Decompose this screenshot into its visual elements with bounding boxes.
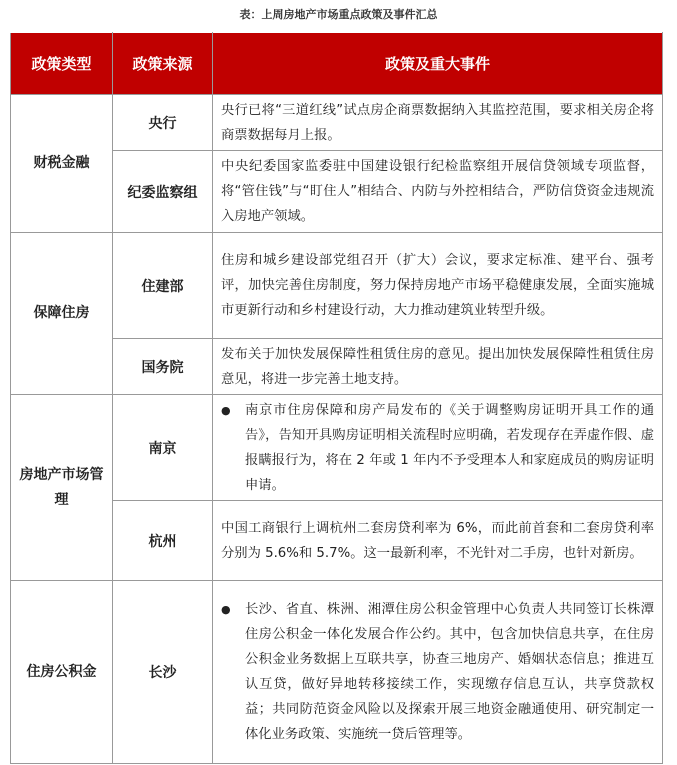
table-caption: 表：上周房地产市场重点政策及事件汇总 bbox=[239, 8, 438, 21]
policy-event-cell bbox=[213, 395, 663, 501]
bullet-icon: ● bbox=[221, 603, 231, 616]
policy-type-cell: 财税金融 bbox=[11, 95, 113, 233]
header-policy-event: 政策及重大事件 bbox=[213, 33, 663, 95]
table-row bbox=[11, 395, 663, 501]
policy-source-cell: 国务院 bbox=[113, 339, 213, 395]
header-policy-source: 政策来源 bbox=[113, 33, 213, 95]
policy-type-cell: 保障住房 bbox=[11, 233, 113, 395]
policy-table bbox=[10, 32, 663, 764]
policy-type-cell: 住房公积金 bbox=[11, 581, 113, 764]
bullet-icon: ● bbox=[221, 403, 231, 417]
policy-event-cell: 中央纪委国家监委驻中国建设银行纪检监察组开展信贷领域专项监督，将“管住钱”与“盯住人”相结合、内防与外控相结合，严防信贷资金违规流入房地产领域。 bbox=[213, 151, 663, 233]
policy-source-cell: 住建部 bbox=[113, 233, 213, 339]
policy-event-cell: 住房和城乡建设部党组召开（扩大）会议，要求定标准、建平台、强考评，加快完善住房制度，努力保持房地产市场平稳健康发展，全面实施城市更新行动和乡村建设行动，大力推动建筑业转型升级。 bbox=[213, 233, 663, 339]
header-policy-type: 政策类型 bbox=[11, 33, 113, 95]
table-row bbox=[11, 581, 663, 764]
table-row bbox=[11, 233, 663, 339]
policy-source-cell: 央行 bbox=[113, 95, 213, 151]
policy-source-cell: 南京 bbox=[113, 395, 213, 501]
bullet-text: 南京市住房保障和房产局发布的《关于调整购房证明开具工作的通告》，告知开具购房证明相关流程时应明确，若发现存在弄虚作假、虚报瞒报行为，将在 2 年或 1 年内不予受理本人和家庭成员的购房证明申请。 bbox=[245, 402, 654, 493]
policy-source-cell: 杭州 bbox=[113, 501, 213, 581]
policy-event-cell: 央行已将“三道红线”试点房企商票数据纳入其监控范围，要求相关房企将商票数据每月上报。 bbox=[213, 95, 663, 151]
header-row bbox=[11, 33, 663, 95]
table-row bbox=[11, 95, 663, 151]
policy-type-cell: 房地产市场管理 bbox=[11, 395, 113, 581]
bullet-item bbox=[221, 398, 654, 498]
bullet-item bbox=[221, 597, 654, 747]
policy-event-cell: 中国工商银行上调杭州二套房贷利率为 6%，而此前首套和二套房贷利率分别为 5.6%和 5.7%。这一最新利率，不光针对二手房，也针对新房。 bbox=[213, 501, 663, 581]
policy-event-cell: 发布关于加快发展保障性租赁住房的意见。提出加快发展保障性租赁住房意见，将进一步完善土地支持。 bbox=[213, 339, 663, 395]
policy-source-cell: 纪委监察组 bbox=[113, 151, 213, 233]
policy-event-cell bbox=[213, 581, 663, 764]
policy-source-cell: 长沙 bbox=[113, 581, 213, 764]
bullet-text: 长沙、省直、株洲、湘潭住房公积金管理中心负责人共同签订长株潭住房公积金一体化发展合作公约。其中，包含加快信息共享，在住房公积金业务数据上互联共享，协查三地房产、婚姻状态信息；推进互认互贷，做好异地转移接续工作，实现缴存信息互认，共享贷款权益；共同防范资金风险以及探索开展三地资金融通使用、研究制定一体化业务政策、实施统一贷后管理等。 bbox=[245, 602, 654, 742]
